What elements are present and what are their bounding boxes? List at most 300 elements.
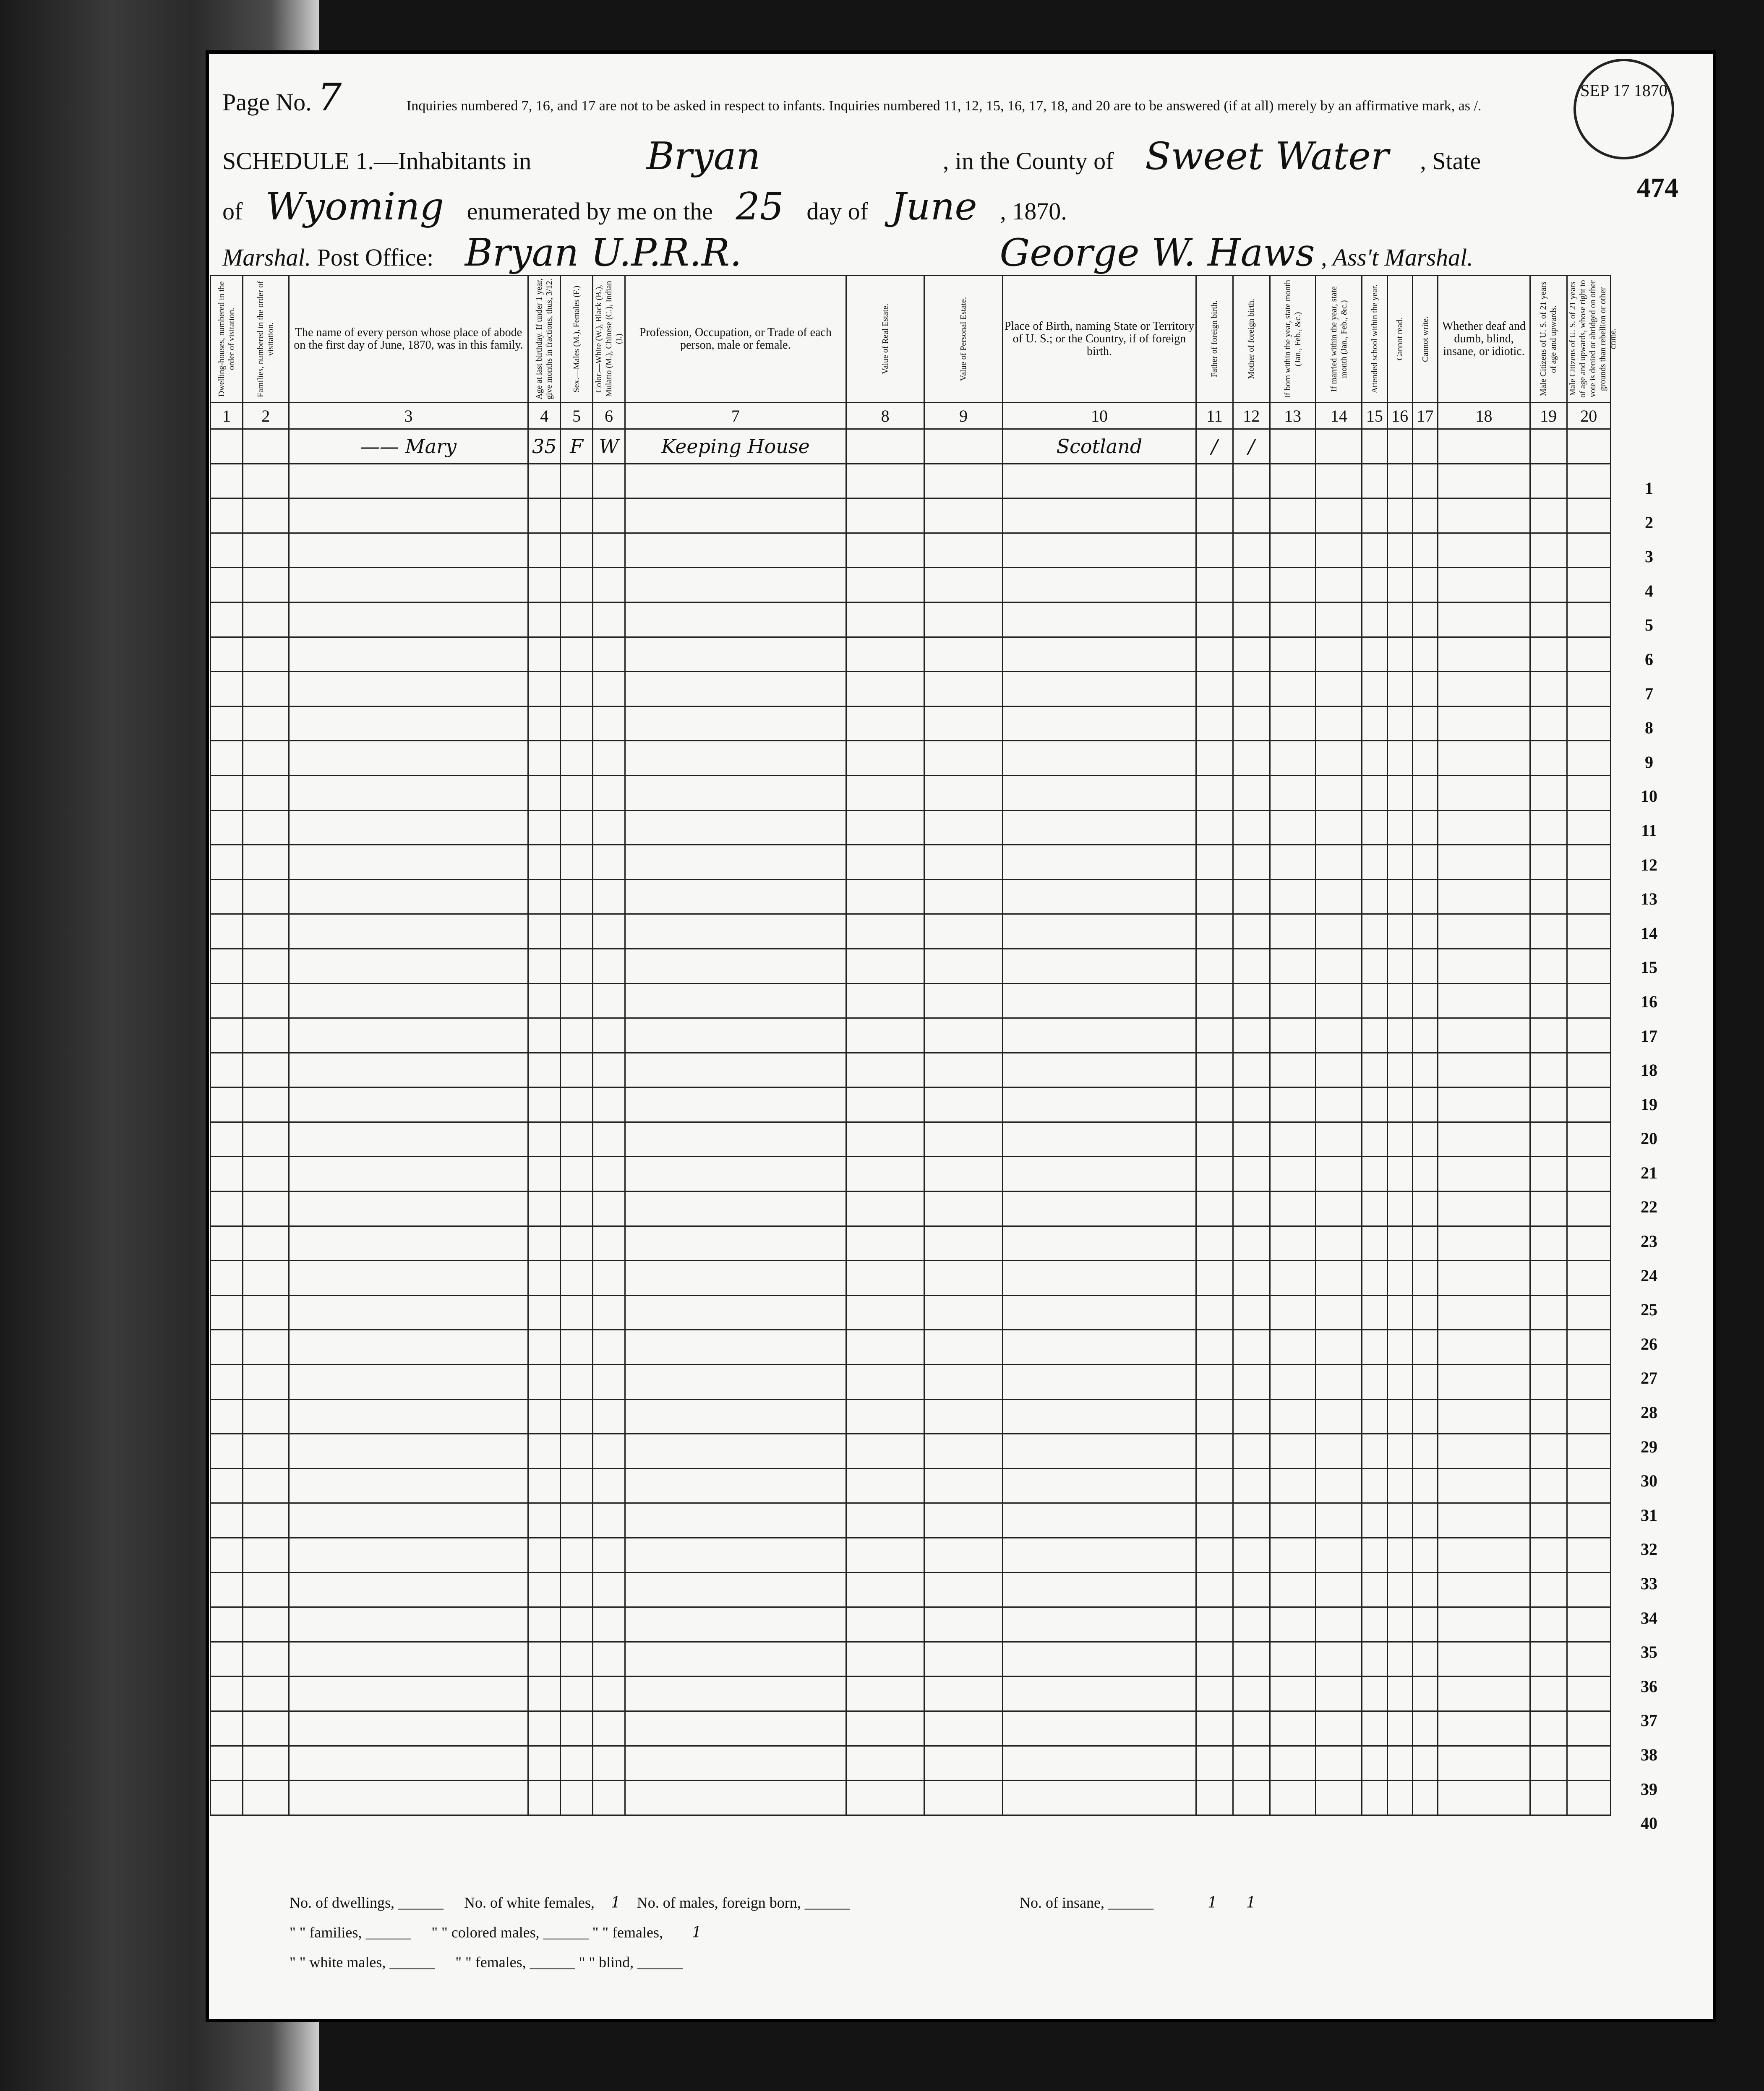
cell: [243, 1018, 289, 1053]
cell: [243, 1676, 289, 1711]
cell: [846, 1157, 924, 1192]
cell: [1362, 1226, 1387, 1261]
cell: [924, 1192, 1003, 1226]
cell: [1196, 1711, 1233, 1746]
cell: [1316, 845, 1362, 880]
cell: [1233, 1087, 1270, 1122]
cell: [243, 1468, 289, 1503]
cell: [846, 464, 924, 498]
cell: [1316, 533, 1362, 568]
cell: [924, 464, 1003, 498]
cell: [924, 1434, 1003, 1469]
cell: [924, 568, 1003, 602]
table-row: [211, 1746, 1611, 1781]
cell: [625, 464, 846, 498]
cell: [1438, 1399, 1530, 1434]
cell: [1270, 1711, 1316, 1746]
insane-label: No. of insane,: [1020, 1894, 1104, 1911]
cell: [561, 1607, 593, 1642]
cell: [625, 1157, 846, 1192]
cell: [289, 914, 528, 949]
cell: [1567, 672, 1610, 707]
cell: [561, 533, 593, 568]
cell: [625, 1087, 846, 1122]
cell: [289, 1642, 528, 1676]
cell: [625, 1053, 846, 1087]
cell: [1233, 983, 1270, 1018]
cell: [846, 1365, 924, 1400]
cell: [1196, 568, 1233, 602]
line-number: 34: [1641, 1608, 1657, 1627]
cell: [1438, 1192, 1530, 1226]
cell: [846, 1192, 924, 1226]
cell: [1316, 949, 1362, 983]
cell: [846, 914, 924, 949]
cell: [1412, 498, 1438, 533]
cell: [1387, 1053, 1412, 1087]
cell: [528, 672, 561, 707]
col-4-header: Age at last birthday. If under 1 year, give months in fractions, thus, 3/12.: [528, 276, 561, 403]
cell: [1412, 1330, 1438, 1365]
cell: [528, 1018, 561, 1053]
col-8-header: Value of Real Estate.: [846, 276, 924, 403]
cell: [924, 1711, 1003, 1746]
line-number: 27: [1641, 1369, 1657, 1388]
cell: [1362, 1468, 1387, 1503]
cell: [289, 1226, 528, 1261]
cell: [211, 1468, 243, 1503]
white-females-label: No. of white females,: [464, 1894, 595, 1911]
cell: [1387, 741, 1412, 776]
cell: [846, 568, 924, 602]
cell: [1530, 1642, 1567, 1676]
post-office-line: [222, 231, 1473, 275]
table-row: [211, 1087, 1611, 1122]
cell: [1316, 1087, 1362, 1122]
cell: [593, 1746, 625, 1781]
cell: [1438, 1295, 1530, 1330]
cell: [1362, 568, 1387, 602]
cell: [924, 637, 1003, 672]
table-row: [211, 1434, 1611, 1469]
cell: [1438, 1607, 1530, 1642]
cell: [1316, 1399, 1362, 1434]
cell: [243, 464, 289, 498]
cell: [1002, 1503, 1196, 1538]
cell: [561, 1399, 593, 1434]
cell: [593, 1053, 625, 1087]
cell: [924, 983, 1003, 1018]
cell: [1567, 602, 1610, 637]
cell: [1196, 1192, 1233, 1226]
col-6-header: Color.—White (W.), Black (B.), Mulatto (M.), Chinese (C.), Indian (I.): [593, 276, 625, 403]
line-number: 23: [1641, 1232, 1657, 1251]
cell: [289, 1261, 528, 1296]
post-office-label: Post Office:: [317, 244, 434, 271]
cell: [1438, 1642, 1530, 1676]
cell: [243, 1572, 289, 1607]
day-label: day of: [806, 198, 868, 225]
cell: [561, 775, 593, 810]
cell: [1387, 1434, 1412, 1469]
cell: [846, 1226, 924, 1261]
cell: [1270, 1468, 1316, 1503]
occupation-cell: Keeping House: [625, 429, 846, 464]
cell: [625, 1607, 846, 1642]
cell: [243, 1503, 289, 1538]
cell: [593, 1676, 625, 1711]
cell: [528, 983, 561, 1018]
cell: [528, 914, 561, 949]
line-number: 12: [1641, 855, 1657, 874]
cell: [593, 706, 625, 741]
cell: [1530, 1572, 1567, 1607]
cell: [846, 1434, 924, 1469]
cell: [289, 1572, 528, 1607]
cell: [593, 1018, 625, 1053]
cell: [593, 879, 625, 914]
cell: [1002, 498, 1196, 533]
marshal-prefix: Marshal.: [222, 244, 311, 271]
cell: [1412, 637, 1438, 672]
cell: [1567, 1122, 1610, 1157]
cell: [1233, 1053, 1270, 1087]
cell: [243, 1157, 289, 1192]
cell: [1438, 637, 1530, 672]
cell: [846, 1781, 924, 1815]
line-number: 5: [1645, 615, 1653, 635]
cell: [1567, 706, 1610, 741]
cell: [1196, 1399, 1233, 1434]
cell: [243, 1538, 289, 1573]
cell: [1438, 845, 1530, 880]
cell: [1567, 429, 1610, 464]
table-row: [211, 775, 1611, 810]
cell: [528, 1434, 561, 1469]
cell: [846, 879, 924, 914]
cell: [1002, 1676, 1196, 1711]
cell: [243, 1295, 289, 1330]
column-numbers: [211, 403, 1611, 429]
cell: [1233, 879, 1270, 914]
cell: [211, 914, 243, 949]
cell: [243, 498, 289, 533]
cell: [1196, 1087, 1233, 1122]
cell: [528, 464, 561, 498]
cell: [1567, 1192, 1610, 1226]
cell: [561, 1122, 593, 1157]
cell: [528, 845, 561, 880]
cell: [1316, 1434, 1362, 1469]
cell: [1196, 879, 1233, 914]
cell: [625, 1434, 846, 1469]
cell: [1196, 1226, 1233, 1261]
cell: [846, 672, 924, 707]
cell: [1362, 602, 1387, 637]
cell: [211, 1676, 243, 1711]
cell: [1438, 1157, 1530, 1192]
cell: [1196, 1781, 1233, 1815]
cell: [211, 1365, 243, 1400]
cell: [1567, 1711, 1610, 1746]
col-num: 12: [1233, 403, 1270, 429]
cell: [561, 1781, 593, 1815]
cell: [1567, 498, 1610, 533]
place-value: Bryan: [646, 134, 761, 178]
cell: [1233, 568, 1270, 602]
cell: [1567, 1642, 1610, 1676]
cell: [1233, 1503, 1270, 1538]
cell: [561, 983, 593, 1018]
cell: [289, 1781, 528, 1815]
cell: [1316, 1330, 1362, 1365]
cell: [1387, 1295, 1412, 1330]
cell: [625, 1226, 846, 1261]
cell: [1362, 1538, 1387, 1573]
cell: [1412, 1434, 1438, 1469]
cell: [1002, 1434, 1196, 1469]
cell: [1233, 1607, 1270, 1642]
cell: [1270, 1607, 1316, 1642]
cell: [289, 1295, 528, 1330]
cell: [846, 741, 924, 776]
cell: [1196, 1365, 1233, 1400]
cell: [1530, 706, 1567, 741]
cell: [1530, 1087, 1567, 1122]
cell: [1387, 1226, 1412, 1261]
cell: [1002, 1365, 1196, 1400]
cell: [1316, 1572, 1362, 1607]
cell: [1567, 983, 1610, 1018]
cell: [1362, 1192, 1387, 1226]
cell: [243, 845, 289, 880]
cell: [1362, 1330, 1387, 1365]
marshal-name: George W. Haws: [999, 231, 1315, 275]
cell: [289, 1192, 528, 1226]
cell: [561, 879, 593, 914]
cell: [528, 1087, 561, 1122]
table-row: [211, 1365, 1611, 1400]
cell: [1567, 1018, 1610, 1053]
cell: [625, 845, 846, 880]
cell: [1270, 949, 1316, 983]
line-number: 37: [1641, 1711, 1657, 1730]
cell: [561, 741, 593, 776]
cell: [1530, 602, 1567, 637]
cell: [1387, 1711, 1412, 1746]
cell: [243, 1053, 289, 1087]
cell: [1270, 1434, 1316, 1469]
line-number: 36: [1641, 1676, 1657, 1696]
cell: [1412, 775, 1438, 810]
cell: [1412, 464, 1438, 498]
cell: [528, 949, 561, 983]
cell: [289, 1087, 528, 1122]
cell: [1233, 1434, 1270, 1469]
cell: [561, 1572, 593, 1607]
cell: [1387, 1468, 1412, 1503]
cell: [561, 845, 593, 880]
cell: [1196, 1538, 1233, 1573]
cell: [1316, 1711, 1362, 1746]
cell: [528, 602, 561, 637]
cell: [1567, 1399, 1610, 1434]
line-numbers: [1624, 478, 1674, 1848]
cell: [1270, 533, 1316, 568]
cell: [846, 775, 924, 810]
cell: [1270, 1122, 1316, 1157]
white-females-value: 1: [611, 1894, 621, 1911]
cell: [1362, 1676, 1387, 1711]
cell: [1002, 568, 1196, 602]
cell: [289, 1538, 528, 1573]
cell: [211, 879, 243, 914]
cell: [528, 568, 561, 602]
cell: [846, 637, 924, 672]
table-row: [211, 845, 1611, 880]
cell: [1438, 1365, 1530, 1400]
cell: [1567, 1087, 1610, 1122]
cell: [289, 1503, 528, 1538]
cell: [1438, 1503, 1530, 1538]
cell: [561, 1503, 593, 1538]
cell: [528, 1261, 561, 1296]
cell: [1196, 983, 1233, 1018]
cell: [528, 1226, 561, 1261]
cell: [528, 1781, 561, 1815]
cell: [1316, 914, 1362, 949]
cell: [1002, 949, 1196, 983]
cell: [1530, 775, 1567, 810]
cell: [1438, 879, 1530, 914]
cell: [1387, 845, 1412, 880]
col-num: 19: [1530, 403, 1567, 429]
page-no-value: 7: [318, 76, 342, 120]
cell: [289, 672, 528, 707]
cell: [1270, 1192, 1316, 1226]
col-num: 20: [1567, 403, 1610, 429]
year-label: , 1870.: [1000, 198, 1067, 225]
cell: [924, 706, 1003, 741]
cell: [289, 845, 528, 880]
cell: [1270, 810, 1316, 845]
cell: [528, 533, 561, 568]
cell: [593, 914, 625, 949]
cell: [1567, 1434, 1610, 1469]
cell: [1412, 1226, 1438, 1261]
line-number: 22: [1641, 1197, 1657, 1217]
cell: [561, 1330, 593, 1365]
line-number: 2: [1645, 513, 1653, 532]
mother-foreign-cell: /: [1233, 429, 1270, 464]
cell: [1316, 1261, 1362, 1296]
cell: [1530, 1434, 1567, 1469]
cell: [924, 845, 1003, 880]
cell: [211, 602, 243, 637]
cell: [1362, 914, 1387, 949]
cell: [211, 1295, 243, 1330]
line-number: 11: [1641, 821, 1657, 840]
post-office-value: Bryan U.P.R.R.: [464, 231, 742, 275]
cell: [1387, 1365, 1412, 1400]
cell: [1530, 498, 1567, 533]
col-num: 16: [1387, 403, 1412, 429]
cell: [1567, 1295, 1610, 1330]
cell: [211, 983, 243, 1018]
col-num: 14: [1316, 403, 1362, 429]
cell: [625, 1503, 846, 1538]
cell: [528, 775, 561, 810]
cell: [528, 810, 561, 845]
cell: [924, 1261, 1003, 1296]
cell: [1387, 879, 1412, 914]
cell: [1362, 1746, 1387, 1781]
table-row: [211, 706, 1611, 741]
col-2-header: Families, numbered in the order of visitation.: [243, 276, 289, 403]
cell: [1270, 1330, 1316, 1365]
cell: [846, 1711, 924, 1746]
cell: [211, 533, 243, 568]
cell: [1196, 602, 1233, 637]
cell: [289, 775, 528, 810]
table-row: [211, 810, 1611, 845]
cell: [211, 672, 243, 707]
cell: [289, 810, 528, 845]
cell: [243, 879, 289, 914]
cell: [593, 1399, 625, 1434]
cell: [1316, 1295, 1362, 1330]
cell: [1412, 914, 1438, 949]
cell: [1196, 498, 1233, 533]
line-number: 18: [1641, 1061, 1657, 1080]
cell: [1387, 1642, 1412, 1676]
cell: [625, 1781, 846, 1815]
cell: [243, 533, 289, 568]
cell: [924, 1468, 1003, 1503]
cell: [528, 1642, 561, 1676]
cell: [1567, 464, 1610, 498]
cell: [1530, 672, 1567, 707]
cell: [924, 879, 1003, 914]
cell: [1196, 1434, 1233, 1469]
cell: [1387, 1746, 1412, 1781]
cell: [1412, 672, 1438, 707]
cell: [593, 1572, 625, 1607]
cell: [846, 1746, 924, 1781]
cell: [1233, 533, 1270, 568]
cell: [625, 1261, 846, 1296]
cell: [561, 637, 593, 672]
col-12-header: Mother of foreign birth.: [1233, 276, 1270, 403]
cell: [561, 1261, 593, 1296]
table-body: [211, 429, 1611, 1815]
cell: [289, 706, 528, 741]
cell: [593, 1192, 625, 1226]
cell: [846, 498, 924, 533]
cell: [1530, 949, 1567, 983]
cell: [561, 1642, 593, 1676]
cell: [1233, 1468, 1270, 1503]
col-num: 8: [846, 403, 924, 429]
cell: [1567, 533, 1610, 568]
cell: [1196, 949, 1233, 983]
cell: [1316, 1122, 1362, 1157]
cell: [211, 775, 243, 810]
cell: [1002, 1572, 1196, 1607]
cell: [1270, 1295, 1316, 1330]
sex-cell: F: [561, 429, 593, 464]
cell: [211, 1122, 243, 1157]
